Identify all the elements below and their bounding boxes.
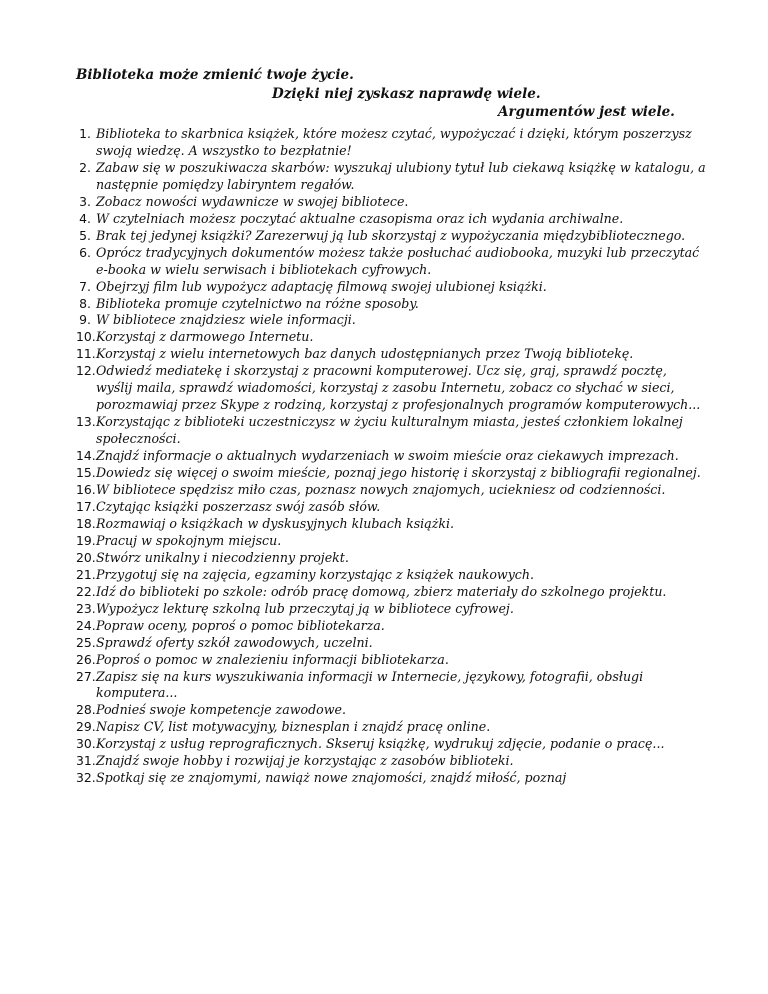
list-item-number: 25. [76,634,96,650]
list-item-number: 30. [76,736,96,752]
list-item-number: 9. [79,312,91,328]
list-item-number: 15. [76,465,96,481]
list-item [76,160,706,194]
list-item-number: 11. [76,346,96,362]
list-item [76,329,706,346]
list-item-text: Zapisz się na kurs wyszukiwania informacji w Internecie, językowy, fotografii, obsługi komputera... [96,668,644,701]
heading-line-2: Dzięki niej zyskasz naprawdę wiele. [272,86,541,102]
list-item [76,584,706,601]
list-item [76,279,706,296]
list-item [76,296,706,313]
list-item [76,482,706,499]
list-item-text: Sprawdź oferty szkół zawodowych, uczelni. [96,634,373,650]
list-item-text: Rozmawiaj o książkach w dyskusyjnych klubach książki. [96,515,455,531]
list-item [76,533,706,550]
list-item-number: 2. [79,159,91,175]
list-item-text: W czytelniach możesz poczytać aktualne czasopisma oraz ich wydania archiwalne. [96,210,624,226]
list-item-number: 6. [79,244,91,260]
heading-line-3: Argumentów jest wiele. [498,104,675,120]
list-item [76,465,706,482]
list-item-number: 8. [79,295,91,311]
list-item-text: Korzystając z biblioteki uczestniczysz w życiu kulturalnym miasta, jesteś członkiem lokalnej społeczności. [96,414,683,447]
list-item [76,414,706,448]
list-item-number: 22. [76,583,96,599]
list-item-text: Znajdź swoje hobby i rozwijaj je korzystając z zasobów biblioteki. [96,753,514,769]
list-item-text: Znajdź informacje o aktualnych wydarzeniach w swoim mieście oraz ciekawych imprezach. [96,448,679,464]
list-item-number: 4. [79,210,91,226]
list-item-number: 5. [79,227,91,243]
list-item-number: 19. [76,532,96,548]
list-item-number: 24. [76,617,96,633]
list-item [76,550,706,567]
list-item [76,194,706,211]
list-item-number: 17. [76,498,96,514]
list-item [76,516,706,533]
list-item-text: Idź do biblioteki po szkole: odrób pracę domową, zbierz materiały do szkolnego projektu. [96,583,667,599]
list-item-text: Brak tej jedynej książki? Zarezerwuj ją lub skorzystaj z wypożyczania międzybibliotecznego. [96,227,686,243]
list-item-number: 20. [76,549,96,565]
list-item-number: 26. [76,651,96,667]
list-item-text: W bibliotece spędzisz miło czas, poznasz nowych znajomych, uciekniesz od codzienności. [96,482,666,498]
list-item [76,652,706,669]
list-item [76,669,706,703]
list-item [76,736,706,753]
list-item-text: Korzystaj z usług reprograficznych. Skseruj książkę, wydrukuj zdjęcie, podanie o pracę... [96,736,665,752]
list-item [76,448,706,465]
heading-line-1: Biblioteka może zmienić twoje życie. [76,67,354,83]
list-item-text: Zobacz nowości wydawnicze w swojej bibliotece. [96,193,409,209]
list-item-number: 12. [76,363,96,379]
list-item-text: Spotkaj się ze znajomymi, nawiąż nowe znajomości, znajdź miłość, poznaj [96,770,567,786]
list-item [76,312,706,329]
list-item-number: 16. [76,482,96,498]
list-item-text: Odwiedź mediatekę i skorzystaj z pracowni komputerowej. Ucz się, graj, sprawdź pocztę, wyślij maila, sprawdź wiadomości, korzystaj z zasobu Internetu, zobacz co słychać w sieci, porozmawiaj przez Skype z rodziną, korzystaj z profesjonalnych programów komputerowych... [96,363,701,413]
list-item-text: Pracuj w spokojnym miejscu. [96,532,282,548]
list-item [76,601,706,618]
list-item [76,770,706,787]
list-item-number: 13. [76,414,96,430]
list-item [76,363,706,414]
list-item-text: Obejrzyj film lub wypożycz adaptację filmową swojej ulubionej książki. [96,278,547,294]
list-item [76,228,706,245]
list-item-number: 14. [76,448,96,464]
list-item-text: Poproś o pomoc w znalezieniu informacji bibliotekarza. [96,651,449,667]
list-item-number: 1. [79,126,91,141]
list-item [76,635,706,652]
list-item-text: Oprócz tradycyjnych dokumentów możesz także posłuchać audiobooka, muzyki lub przeczytać e-booka w wielu serwisach i bibliotekach cyfrowych. [96,244,700,277]
list-item [76,126,706,160]
list-item [76,499,706,516]
list-item-number: 10. [76,329,96,345]
list-item-text: Stwórz unikalny i niecodzienny projekt. [96,549,349,565]
list-item-number: 21. [76,566,96,582]
list-item-number: 32. [76,770,96,786]
list-item [76,346,706,363]
list-item-text: Korzystaj z wielu internetowych baz danych udostępnianych przez Twoją bibliotekę. [96,346,634,362]
list-item [76,211,706,228]
list-item-text: Napisz CV, list motywacyjny, biznesplan i znajdź pracę online. [96,719,491,735]
list-item-number: 18. [76,515,96,531]
list-item-number: 3. [79,193,91,209]
list-item-text: Czytając książki poszerzasz swój zasób słów. [96,498,381,514]
list-item-number: 29. [76,719,96,735]
list-item-number: 28. [76,702,96,718]
list-item-text: Zabaw się w poszukiwacza skarbów: wyszukaj ulubiony tytuł lub ciekawą książkę w katalogu, a następnie pomiędzy labiryntem regałów. [96,159,706,192]
list-item-text: Popraw oceny, poproś o pomoc bibliotekarza. [96,617,385,633]
list-item-number: 27. [76,668,96,684]
list-item [76,618,706,635]
list-item [76,702,706,719]
list-item [76,753,706,770]
list-item-text: Przygotuj się na zajęcia, egzaminy korzystając z książek naukowych. [96,566,534,582]
list-item-text: Biblioteka promuje czytelnictwo na różne sposoby. [96,295,419,311]
list-item-text: Dowiedz się więcej o swoim mieście, poznaj jego historię i skorzystaj z bibliografii regionalnej. [96,465,701,481]
arguments-list [76,126,706,787]
list-item-text: W bibliotece znajdziesz wiele informacji. [96,312,356,328]
list-item-number: 23. [76,600,96,616]
list-item-text: Biblioteka to skarbnica książek, które możesz czytać, wypożyczać i dzięki, którym poszerzysz swoją wiedzę. A wszystko to bezpłatnie! [96,126,692,158]
list-item [76,245,706,279]
list-item-number: 7. [79,278,91,294]
list-item-number: 31. [76,753,96,769]
list-item [76,719,706,736]
list-item-text: Podnieś swoje kompetencje zawodowe. [96,702,346,718]
list-item [76,567,706,584]
list-item-text: Wypożycz lekturę szkolną lub przeczytaj ją w bibliotece cyfrowej. [96,600,514,616]
list-item-text: Korzystaj z darmowego Internetu. [96,329,314,345]
